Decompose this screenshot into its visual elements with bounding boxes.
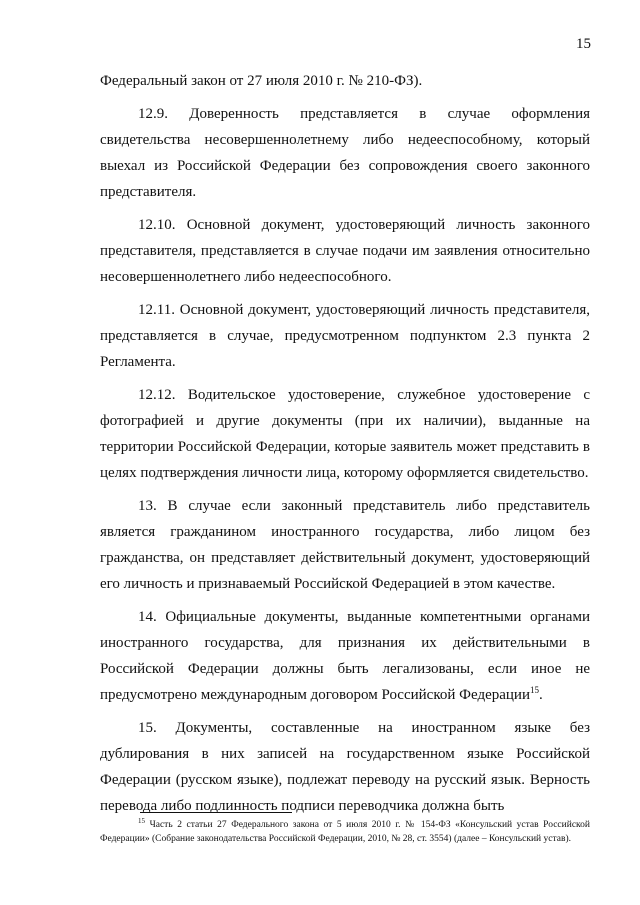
footnote-marker: 15 <box>138 816 145 825</box>
footnote <box>100 818 590 846</box>
footnote-body <box>100 818 590 846</box>
paragraph-14-text: 14. Официальные документы, выданные компетентными органами иностранного государства, для признания их действительными в Российской Федерации должны быть легализованы, если иное не предусмотрено международным договором Российской Федерации <box>100 609 590 703</box>
paragraph-12-11: 12.11. Основной документ, удостоверяющий личность представителя, представляется в случае, предусмотренном подпунктом 2.3 пункта 2 Регламента. <box>100 302 590 370</box>
footnote-reference: 15 <box>529 685 539 695</box>
paragraph-13: 13. В случае если законный представитель либо представитель является гражданином иностранного государства, либо лицом без гражданства, он представляет действительный документ, удостоверяющий его личность и признаваемый Российской Федерацией в этом качестве. <box>100 498 590 592</box>
paragraph-12-10: 12.10. Основной документ, удостоверяющий личность законного представителя, представляется в случае подачи им заявления относительно несовершеннолетнего либо недееспособного. <box>100 217 590 285</box>
paragraph-15: 15. Документы, составленные на иностранном языке без дублирования в них записей на государственном языке Российской Федерации (русском языке), подлежат переводу на русский язык. Верность перевода либо подлинность подписи переводчика должна быть <box>100 720 590 814</box>
page-number: 15 <box>576 36 591 52</box>
footnote-text: Часть 2 статьи 27 Федерального закона от 5 июля 2010 г. № 154-ФЗ «Консульский устав Российской Федерации» (Собрание законодательства Российской Федерации, 2010, № 28, ст. 3554) (далее – Консульский устав). <box>100 820 591 844</box>
paragraph-14: 14. Официальные документы, выданные компетентными органами иностранного государства, для признания их действительными в Российской Федерации должны быть легализованы, если иное не предусмотрено международным договором Российской Федерации$^{15}$. <box>100 609 590 703</box>
footnote-divider <box>140 812 292 813</box>
paragraph-12-9: 12.9. Доверенность представляется в случае оформления свидетельства несовершеннолетнему либо недееспособному, который выехал из Российской Федерации без сопровождения своего законного представителя. <box>100 106 590 200</box>
paragraph-12-12: 12.12. Водительское удостоверение, служебное удостоверение с фотографией и другие документы (при их наличии), выданные на территории Российской Федерации, которые заявитель может представить в целях подтверждения личности лица, которому оформляется свидетельство. <box>100 387 590 481</box>
paragraph-continuation: Федеральный закон от 27 июля 2010 г. № 210-ФЗ). <box>100 73 423 89</box>
document-body <box>100 68 590 819</box>
